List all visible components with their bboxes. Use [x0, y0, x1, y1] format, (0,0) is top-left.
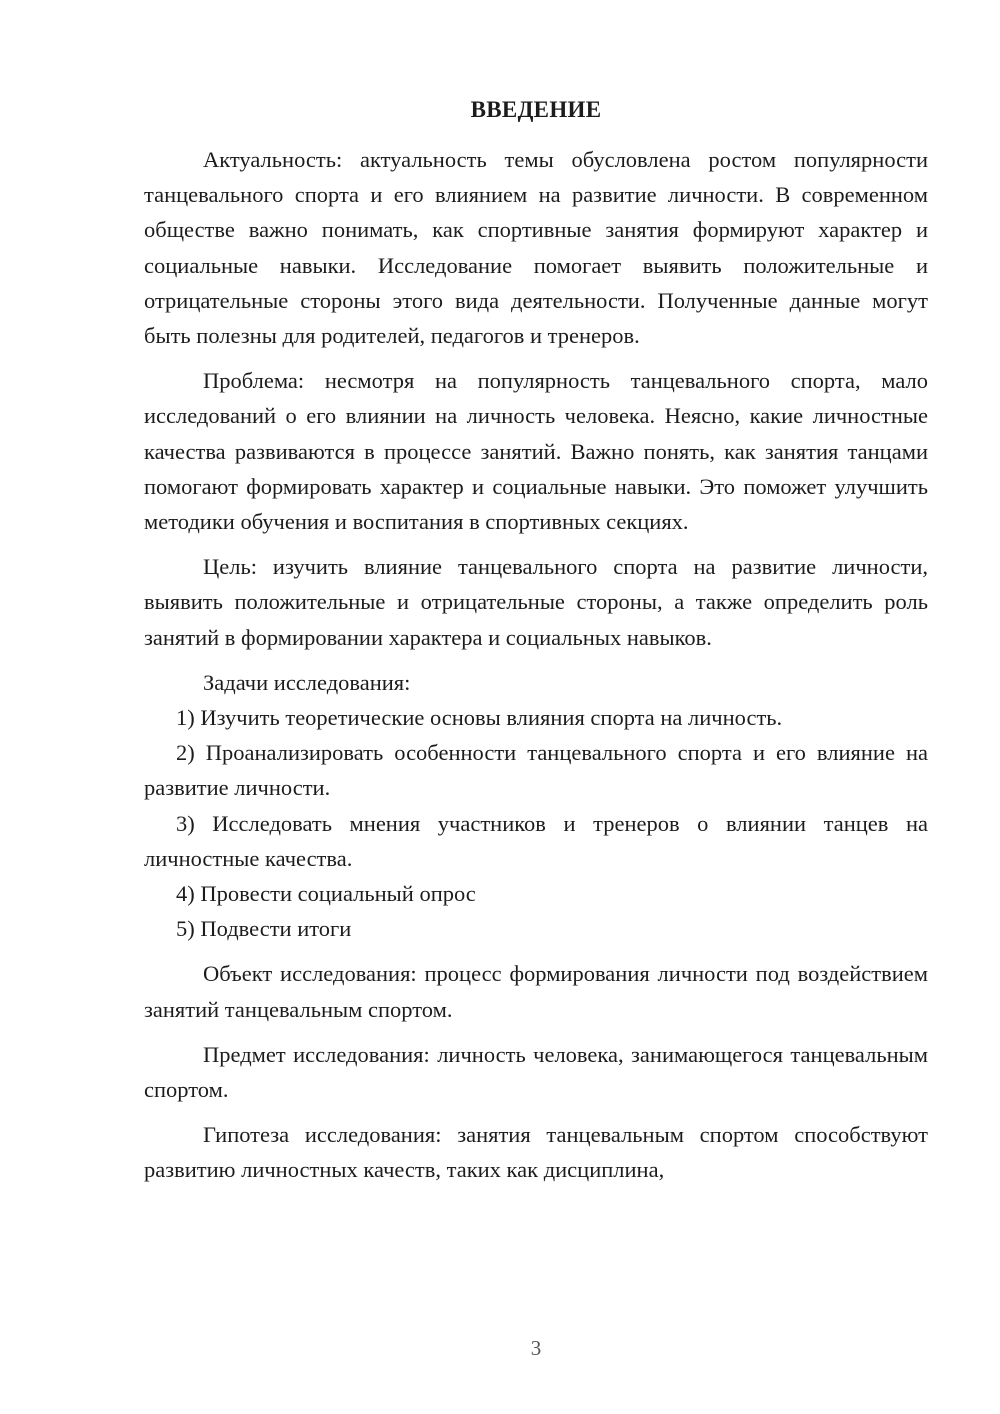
problem-paragraph: Проблема: несмотря на популярность танцевального спорта, мало исследований о его влиянии на личность человека. Неясно, какие личностные качества развиваются в процессе занятий. Важно понять, как занятия танцами помогают формировать характер и социальные навыки. Это поможет улучшить методики обучения и воспитания в спортивных секциях. — [144, 368, 928, 535]
object-paragraph: Объект исследования: процесс формирования личности под воздействием занятий танцевальным спортом. — [144, 961, 928, 1022]
page-number: 3 — [530, 1336, 542, 1360]
task-item-2: 2) Проанализировать особенности танцевального спорта и его влияние на развитие личности. — [144, 740, 928, 801]
task-item-4: 4) Провести социальный опрос — [176, 881, 476, 907]
page-title: ВВЕДЕНИЕ — [470, 97, 602, 122]
subject-paragraph: Предмет исследования: личность человека, занимающегося танцевальным спортом. — [144, 1041, 928, 1103]
body-text — [144, 142, 928, 1188]
hypothesis-paragraph: Гипотеза исследования: занятия танцевальным спортом способствуют развитию личностных качеств, таких как дисциплина, — [144, 1122, 928, 1183]
tasks-heading: Задачи исследования: — [203, 669, 411, 695]
task-item-5: 5) Подвести итоги — [176, 916, 352, 942]
task-item-3: 3) Исследовать мнения участников и тренеров о влиянии танцев на личностные качества. — [144, 810, 928, 871]
task-item-1: 1) Изучить теоретические основы влияния спорта на личность. — [176, 705, 783, 731]
relevance-paragraph: Актуальность: актуальность темы обусловлена ростом популярности танцевального спорта и его влиянием на развитие личности. В современном обществе важно понимать, как спортивные занятия формируют характер и социальные навыки. Исследование помогает выявить положительные и отрицательные стороны этого вида деятельности. Полученные данные могут быть полезны для родителей, педагогов и тренеров. — [144, 147, 928, 349]
goal-paragraph: Цель: изучить влияние танцевального спорта на развитие личности, выявить положительные и отрицательные стороны, а также определить роль занятий в формировании характера и социальных навыков. — [144, 554, 928, 650]
